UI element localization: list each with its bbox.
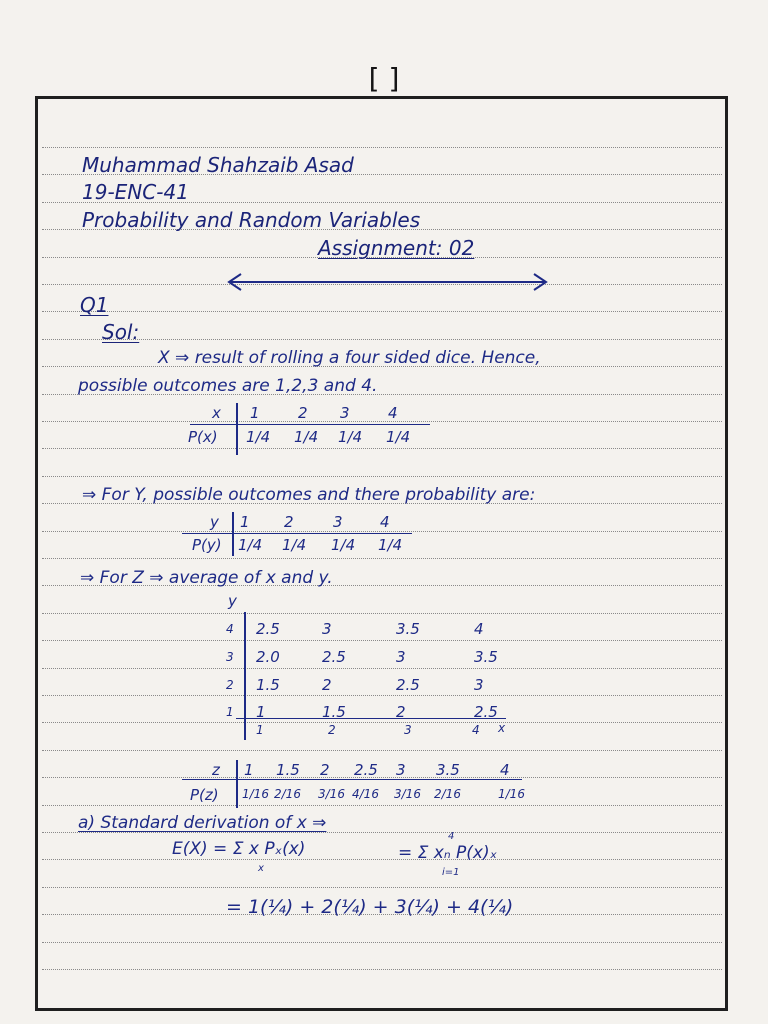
table-z-prob-value: 1/16 (498, 787, 525, 801)
table-y-var: y (210, 513, 219, 531)
table-z-divider (236, 760, 238, 808)
table-z-value: 1.5 (276, 761, 300, 779)
ex-sum-bottom: i=1 (442, 867, 460, 878)
table-z-prob-value: 3/16 (394, 787, 421, 801)
table-z-prob-value: 4/16 (352, 787, 379, 801)
grid-cell: 3.5 (474, 648, 498, 666)
ruled-line (42, 668, 722, 669)
grid-cell: 1.5 (322, 703, 346, 721)
student-name: Muhammad Shahzaib Asad (82, 153, 354, 177)
ruled-line (42, 695, 722, 696)
ruled-line (42, 805, 722, 806)
grid-y-axis-label: y (228, 592, 237, 610)
ruled-line (42, 777, 722, 778)
x-definition: X ⇒ result of rolling a four sided dice. Hence, (158, 348, 541, 368)
ruled-line (42, 859, 722, 860)
grid-x-axis-label: x (498, 721, 506, 735)
table-z-value: 1 (244, 761, 254, 779)
ruled-line (42, 311, 722, 312)
grid-x-axis (236, 718, 506, 719)
solution-label: Sol: (102, 320, 140, 344)
table-y-prob-value: 1/4 (378, 536, 403, 554)
ruled-line (42, 969, 722, 970)
grid-cell: 2.5 (396, 676, 420, 694)
table-y-prob-value: 1/4 (238, 536, 263, 554)
table-x-value: 2 (298, 404, 308, 422)
table-y-prob: P(y) (192, 536, 222, 554)
table-x-rule (190, 424, 430, 425)
grid-col-label: 3 (404, 723, 412, 737)
grid-cell: 2 (322, 676, 332, 694)
grid-row-label: 3 (226, 650, 234, 664)
grid-col-label: 2 (328, 723, 336, 737)
grid-cell: 2.5 (474, 703, 498, 721)
ruled-line (42, 448, 722, 449)
grid-cell: 2 (396, 703, 406, 721)
table-y-value: 4 (380, 513, 390, 531)
ex-right: = Σ xₙ P(x)ₓ (398, 843, 498, 863)
table-x-prob: P(x) (188, 428, 218, 446)
ruled-line (42, 887, 722, 888)
table-y-prob-value: 1/4 (282, 536, 307, 554)
grid-cell: 2.0 (256, 648, 280, 666)
table-z-value: 3 (396, 761, 406, 779)
ruled-line (42, 750, 722, 751)
grid-col-label: 4 (472, 723, 480, 737)
ex-expansion: = 1(¼) + 2(¼) + 3(¼) + 4(¼) (226, 896, 514, 918)
ruled-line (42, 722, 722, 723)
table-x-prob-value: 1/4 (246, 428, 271, 446)
table-z-value: 2 (320, 761, 330, 779)
grid-cell: 2.5 (322, 648, 346, 666)
page-marker: [ ] (368, 62, 400, 95)
std-heading: a) Standard derivation of x ⇒ (78, 813, 327, 833)
table-z-rule (182, 779, 522, 780)
table-x-divider (236, 403, 238, 455)
table-y-prob-value: 1/4 (331, 536, 356, 554)
ruled-line (42, 147, 722, 148)
table-y-value: 1 (240, 513, 250, 531)
ruled-line (42, 613, 722, 614)
table-z-prob: P(z) (190, 786, 219, 804)
ruled-line (42, 421, 722, 422)
table-x-prob-value: 1/4 (386, 428, 411, 446)
grid-cell: 1 (256, 703, 266, 721)
grid-cell: 3 (396, 648, 406, 666)
ruled-line (42, 476, 722, 477)
table-x-value: 1 (250, 404, 260, 422)
grid-row-label: 1 (226, 705, 234, 719)
course-title: Probability and Random Variables (82, 208, 421, 232)
table-y-rule (182, 533, 412, 534)
table-z-prob-value: 2/16 (434, 787, 461, 801)
assignment-title: Assignment: 02 (318, 236, 475, 260)
grid-cell: 1.5 (256, 676, 280, 694)
grid-row-label: 4 (226, 622, 234, 636)
table-z-value: 2.5 (354, 761, 378, 779)
table-y-value: 3 (333, 513, 343, 531)
ruled-line (42, 339, 722, 340)
table-z-var: z (212, 761, 220, 779)
ruled-line (42, 640, 722, 641)
grid-cell: 3.5 (396, 620, 420, 638)
table-y-divider (232, 512, 234, 556)
table-y-value: 2 (284, 513, 294, 531)
table-z-prob-value: 1/16 (242, 787, 269, 801)
ex-left-subscript: x (258, 863, 264, 874)
grid-cell: 3 (474, 676, 484, 694)
table-x-value: 4 (388, 404, 398, 422)
z-definition: ⇒ For Z ⇒ average of x and y. (80, 568, 333, 588)
double-arrow-icon (225, 272, 550, 292)
grid-cell: 3 (322, 620, 332, 638)
roll-number: 19-ENC-41 (82, 180, 189, 204)
ruled-line (42, 531, 722, 532)
grid-row-label: 2 (226, 678, 234, 692)
grid-cell: 2.5 (256, 620, 280, 638)
grid-col-label: 1 (256, 723, 264, 737)
table-x-prob-value: 1/4 (338, 428, 363, 446)
table-z-prob-value: 3/16 (318, 787, 345, 801)
table-z-value: 4 (500, 761, 510, 779)
question-label: Q1 (80, 293, 109, 317)
ruled-line (42, 558, 722, 559)
table-x-value: 3 (340, 404, 350, 422)
table-z-prob-value: 2/16 (274, 787, 301, 801)
y-definition: ⇒ For Y, possible outcomes and there probability are: (82, 485, 536, 505)
ex-left: E(X) = Σ x Pₓ(x) (172, 839, 306, 859)
x-outcomes: possible outcomes are 1,2,3 and 4. (78, 376, 378, 396)
table-z-value: 3.5 (436, 761, 460, 779)
ex-sum-top: 4 (448, 831, 455, 842)
table-x-prob-value: 1/4 (294, 428, 319, 446)
table-x-var: x (212, 404, 221, 422)
ruled-line (42, 942, 722, 943)
grid-cell: 4 (474, 620, 484, 638)
grid-y-axis (244, 612, 246, 740)
